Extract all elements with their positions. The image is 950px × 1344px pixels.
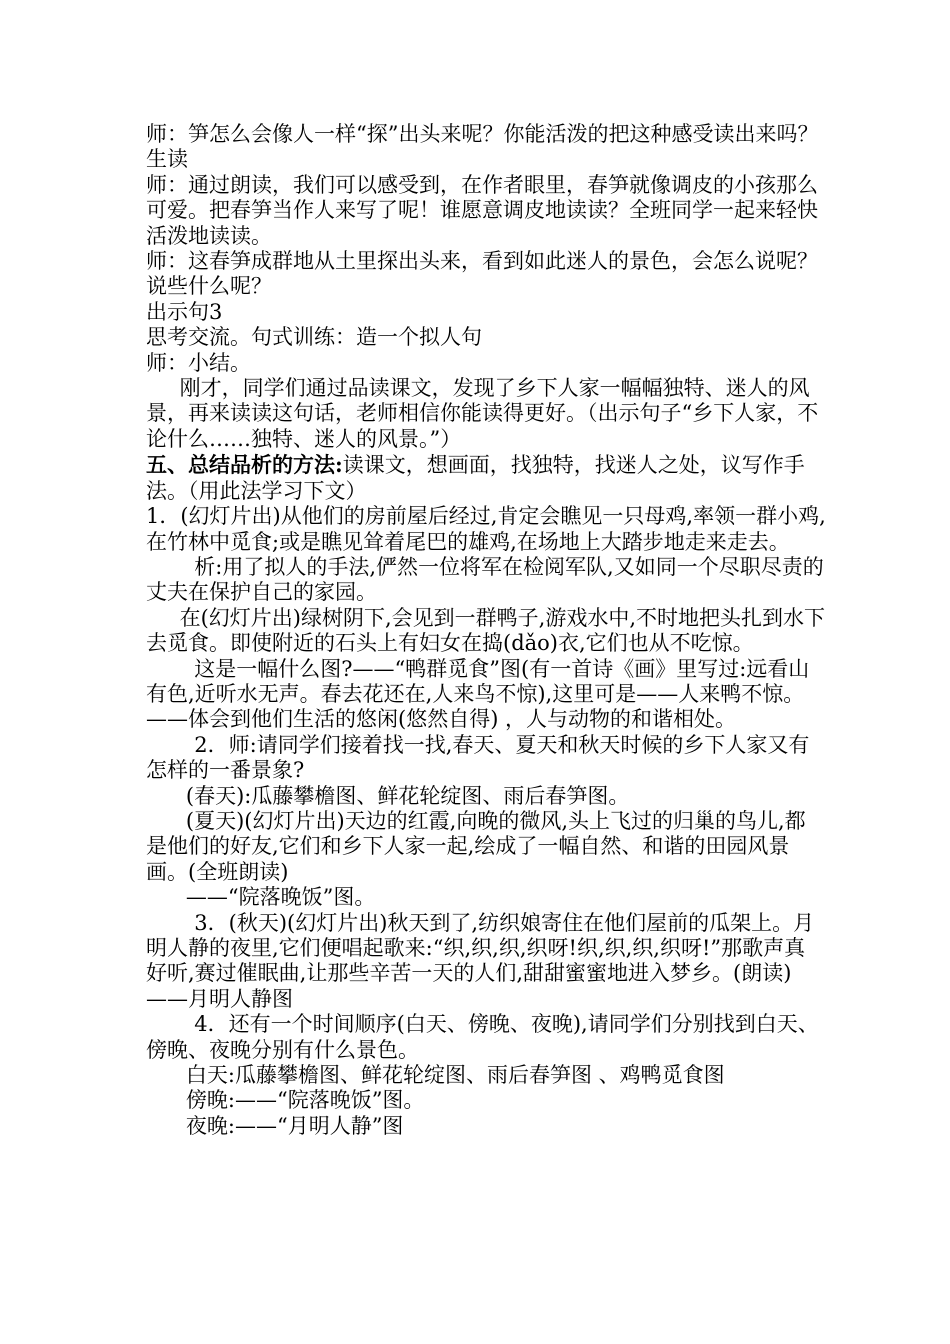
- document-body: [146, 122, 826, 1139]
- paragraph-summary: 师：小结。: [146, 350, 251, 375]
- paragraph-teacher-bamboo: 师：这春笋成群地从土里探出头来，看到如此迷人的景色，会怎么说呢？说些什么呢？: [146, 249, 818, 299]
- section-five-heading: 五、总结品析的方法:: [146, 452, 343, 478]
- item-4: 4．还有一个时间顺序(白天、傍晚、夜晚),请同学们分别找到白天、傍晚、夜晚分别有什么景色。: [146, 1012, 819, 1062]
- paragraph-teacher-reading: 师：通过朗读，我们可以感受到，在作者眼里，春笋就像调皮的小孩那么可爱。把春笋当作人来写了呢！谁愿意调皮地读读？全班同学一起来轻快活泼地读读。: [146, 172, 818, 248]
- section-five: [146, 452, 826, 504]
- item-daytime: 白天:瓜藤攀檐图、鲜花轮绽图、雨后春笋图 、鸡鸭觅食图: [185, 1063, 725, 1088]
- paragraph-show-sentence: 出示句3: [146, 299, 223, 324]
- item-summer: (夏天)(幻灯片出)天边的红霞,向晚的微风,头上飞过的归巢的鸟儿,都是他们的好友,它们和乡下人家一起,绘成了一幅自然、和谐的田园风景画。(全班朗读): [146, 808, 806, 884]
- paragraph-thinking: 思考交流。句式训练：造一个拟人句: [146, 325, 482, 350]
- item-ducks: 在(幻灯片出)绿树阴下,会见到一群鸭子,游戏水中,不时地把头扎到水下去觅食。即使附近的石头上有妇女在捣(dǎo)衣,它们也从不吃惊。: [146, 605, 826, 656]
- item-duck-picture: 这是一幅什么图?——“鸭群觅食”图(有一首诗《画》里写过:远看山有色,近听水无声。春去花还在,人来鸟不惊),这里可是——人来鸭不惊。——体会到他们生活的悠闲(悠然自得) ，人与动物的和谐相处。: [146, 656, 810, 732]
- item-spring: (春天):瓜藤攀檐图、鲜花轮绽图、雨后春笋图。: [185, 783, 630, 808]
- paragraph-teacher-question: 师：笋怎么会像人一样“探”出头来呢？你能活泼的把这种感受读出来吗？: [146, 122, 819, 146]
- item-2: 2．师:请同学们接着找一找,春天、夏天和秋天时候的乡下人家又有怎样的一番景象?: [146, 732, 810, 783]
- item-1: 1．(幻灯片出)从他们的房前屋后经过,肯定会瞧见一只母鸡,率领一群小鸡,在竹林中觅食;或是瞧见耸着尾巴的雄鸡,在场地上大踏步地走来走去。: [146, 504, 826, 554]
- item-evening: 傍晚:——“院落晚饭”图。: [185, 1088, 425, 1113]
- item-courtyard: ——“院落晚饭”图。: [185, 885, 376, 910]
- item-3: 3．(秋天)(幻灯片出)秋天到了,纺织娘寄住在他们屋前的瓜架上。月明人静的夜里,它们便唱起歌来:“织,织,织,织呀!织,织,织,织呀!”那歌声真好听,赛过催眠曲,让那些辛苦一天的人们,甜甜蜜蜜地进入梦乡。(朗读)——月明人静图: [146, 910, 815, 1011]
- item-night: 夜晚:——“月明人静”图: [185, 1113, 404, 1138]
- item-analysis: 析:用了拟人的手法,俨然一位将军在检阅军队,又如同一个尽职尽责的丈夫在保护自己的家园。: [146, 554, 824, 605]
- section-five-text: 读课文，想画面，找独特，找迷人之处，议写作手法。（用此法学习下文）: [146, 453, 805, 503]
- paragraph-recap: 刚才，同学们通过品读课文，发现了乡下人家一幅幅独特、迷人的风景，再来读读这句话，老师相信你能读得更好。（出示句子“乡下人家，不论什么……独特、迷人的风景。”）: [146, 376, 819, 451]
- paragraph-student-reads: 生读: [146, 147, 188, 172]
